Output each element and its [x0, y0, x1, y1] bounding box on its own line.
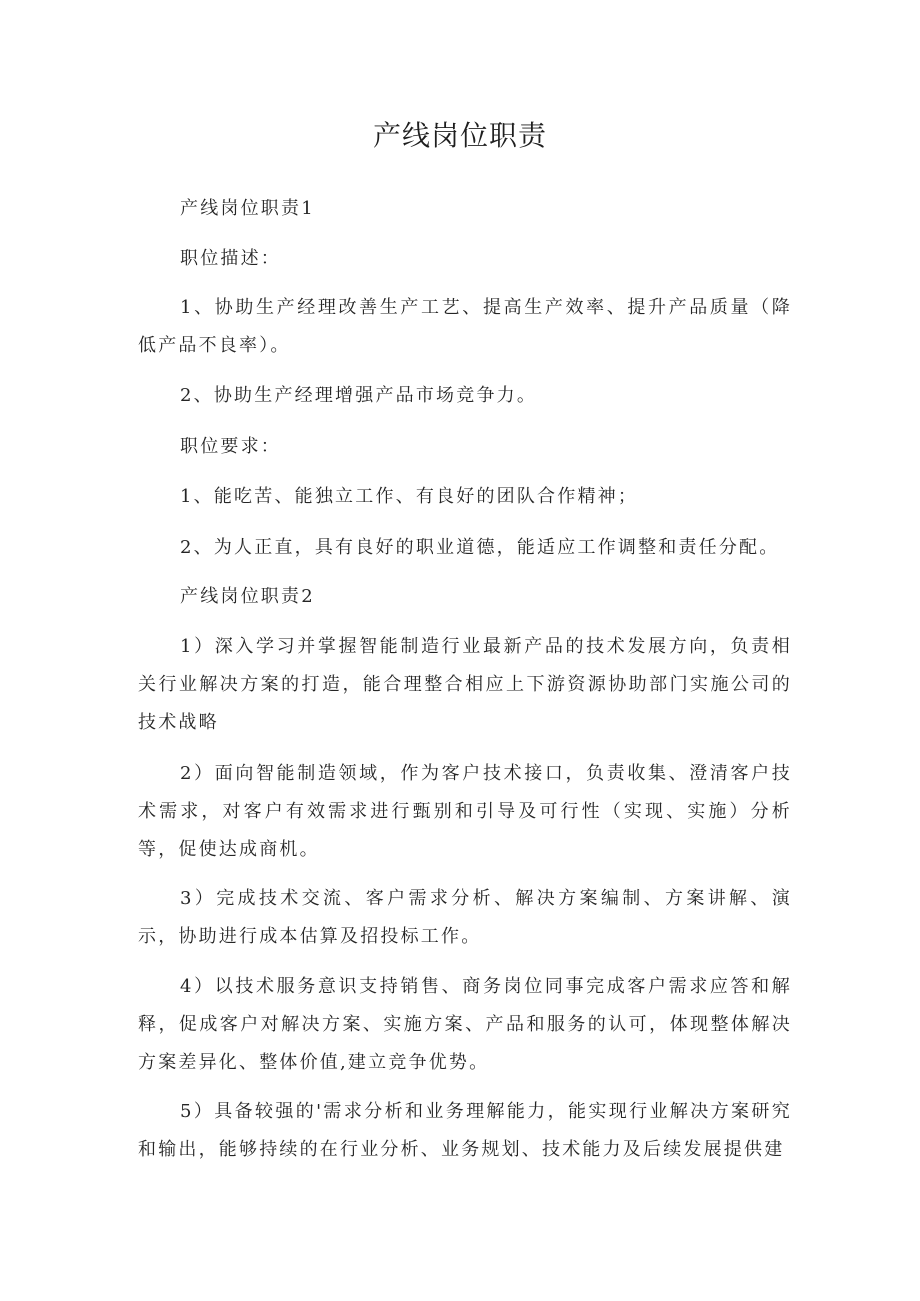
requirement-item-2: 2、为人正直，具有良好的职业道德，能适应工作调整和责任分配。 — [180, 537, 780, 558]
requirement-item-1: 1、能吃苦、能独立工作、有良好的团队合作精神； — [180, 486, 639, 507]
description-item-1: 1、协助生产经理改善生产工艺、提高生产效率、提升产品质量（降低产品不良率）。 — [138, 297, 792, 356]
duty-item-4: 4）以技术服务意识支持销售、商务岗位同事完成客户需求应答和解释，促成客户对解决方案、实施方案、产品和服务的认可，体现整体解决方案差异化、整体价值,建立竞争优势。 — [138, 976, 792, 1073]
duty-item-1: 1）深入学习并掌握智能制造行业最新产品的技术发展方向，负责相关行业解决方案的打造，能合理整合相应上下游资源协助部门实施公司的技术战略 — [138, 636, 792, 733]
document-title: 产线岗位职责 — [372, 119, 547, 152]
duty-item-5: 5）具备较强的'需求分析和业务理解能力，能实现行业解决方案研究和输出，能够持续的在行业分析、业务规划、技术能力及后续发展提供建 — [138, 1101, 792, 1160]
description-item-2: 2、协助生产经理增强产品市场竞争力。 — [180, 385, 538, 406]
duty-item-3: 3）完成技术交流、客户需求分析、解决方案编制、方案讲解、演示，协助进行成本估算及招投标工作。 — [138, 888, 792, 947]
section-heading-2: 产线岗位职责2 — [180, 586, 315, 607]
duty-item-2: 2）面向智能制造领域，作为客户技术接口，负责收集、澄清客户技术需求，对客户有效需求进行甄别和引导及可行性（实现、实施）分析等，促使达成商机。 — [138, 763, 792, 860]
section-heading-1: 产线岗位职责1 — [180, 198, 315, 219]
job-requirements-label: 职位要求： — [180, 436, 281, 457]
job-description-label: 职位描述： — [180, 248, 281, 269]
